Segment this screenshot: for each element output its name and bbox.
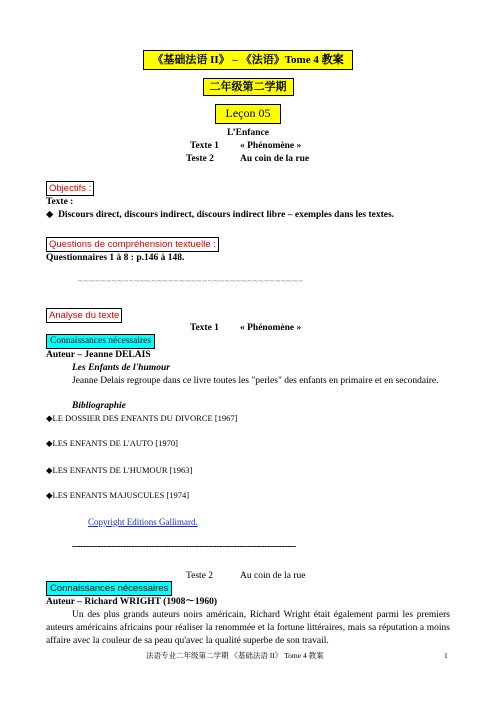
term-row bbox=[0, 78, 496, 96]
lesson-label: Leçon 05 bbox=[215, 104, 282, 124]
title-row bbox=[0, 50, 496, 70]
questions-text: Questionnaires 1 à 8 : p.146 à 148. bbox=[46, 253, 185, 263]
dash-separator: ------------------------------------------------------------------------------- bbox=[72, 541, 296, 552]
biblio-item: ◆LES ENFANTS DE L'AUTO [1970] bbox=[46, 438, 178, 448]
analyse-texte1-label: Texte 1 bbox=[190, 323, 219, 333]
texte2-title: Au coin de la rue bbox=[240, 154, 310, 164]
texte2-section-label: Teste 2 bbox=[186, 571, 214, 581]
questions-label: Questions de compréhension textuelle : bbox=[46, 237, 219, 252]
wright-description: Un des plus grands auteurs noirs américain, Richard Wright était également parmi les premiers auteurs américains africains pour réaliser la renommée et la fortune littéraires, mais sa réputation a moins affaire avec la couleur de sa peau qu'avec la qualité superbe de son travail. bbox=[46, 610, 450, 646]
biblio-item: ◆LES ENFANTS MAJUSCULES [1974] bbox=[46, 490, 190, 500]
auteur-wright: Auteur – Richard WRIGHT (1908～1960) bbox=[46, 597, 218, 607]
connaissances-label-2: Connaissances nécessaires bbox=[46, 581, 172, 596]
term-label: 二年级第二学期 bbox=[203, 78, 294, 96]
page-number: 1 bbox=[444, 651, 448, 660]
objectifs-bullet bbox=[46, 209, 450, 221]
document-title: 《基础法语 II》 – 《法语》Tome 4 教案 bbox=[143, 50, 352, 70]
copyright-link[interactable]: Copyright Editions Gallimard. bbox=[88, 517, 198, 527]
texte1-label: Texte 1 bbox=[190, 141, 219, 151]
bibliographie-title: Bibliographie bbox=[72, 401, 126, 411]
diamond-bullet-icon: ◆ bbox=[46, 413, 53, 423]
texte1-title: « Phénomène » bbox=[240, 141, 302, 151]
tilde-separator: ~~~~~~~~~~~~~~~~~~~~~~~~~~~~~~~~~~~~~~~~ bbox=[78, 277, 304, 287]
analyse-label: Analyse du texte bbox=[46, 308, 122, 323]
objectifs-bullet-text: Discours direct, discours indirect, discours indirect libre – exemples dans les textes. bbox=[58, 210, 395, 220]
texte2-section-title: Au coin de la rue bbox=[240, 571, 306, 581]
lesson-row bbox=[0, 104, 496, 124]
auteur-delais: Auteur – Jeanne DELAIS bbox=[46, 350, 151, 360]
biblio-item: ◆LE DOSSIER DES ENFANTS DU DIVORCE [1967] bbox=[46, 413, 238, 423]
diamond-bullet-icon: ◆ bbox=[46, 465, 53, 475]
connaissances-label: Connaissances nécessaires bbox=[46, 334, 155, 349]
book-title: Les Enfants de l'humour bbox=[72, 363, 170, 373]
diamond-bullet-icon: ◆ bbox=[46, 438, 53, 448]
objectifs-label: Objectifs : bbox=[46, 181, 94, 196]
biblio-item: ◆LES ENFANTS DE L'HUMOUR [1963] bbox=[46, 465, 193, 475]
objectifs-texte: Texte : bbox=[46, 197, 74, 207]
diamond-bullet-icon: ◆ bbox=[46, 490, 53, 500]
texte2-label: Teste 2 bbox=[186, 154, 214, 164]
footer-text: 法语专业二年级第二学期 《基础法语 II》 Tome 4 教案 bbox=[146, 651, 324, 660]
analyse-texte1-title: « Phénomène » bbox=[240, 323, 302, 333]
diamond-bullet-icon: ◆ bbox=[46, 210, 54, 220]
delais-description: Jeanne Delais regroupe dans ce livre toutes les "perles" des enfants en primaire et en secondaire. bbox=[72, 376, 439, 386]
lesson-subtitle: L’Enfance bbox=[227, 128, 269, 138]
